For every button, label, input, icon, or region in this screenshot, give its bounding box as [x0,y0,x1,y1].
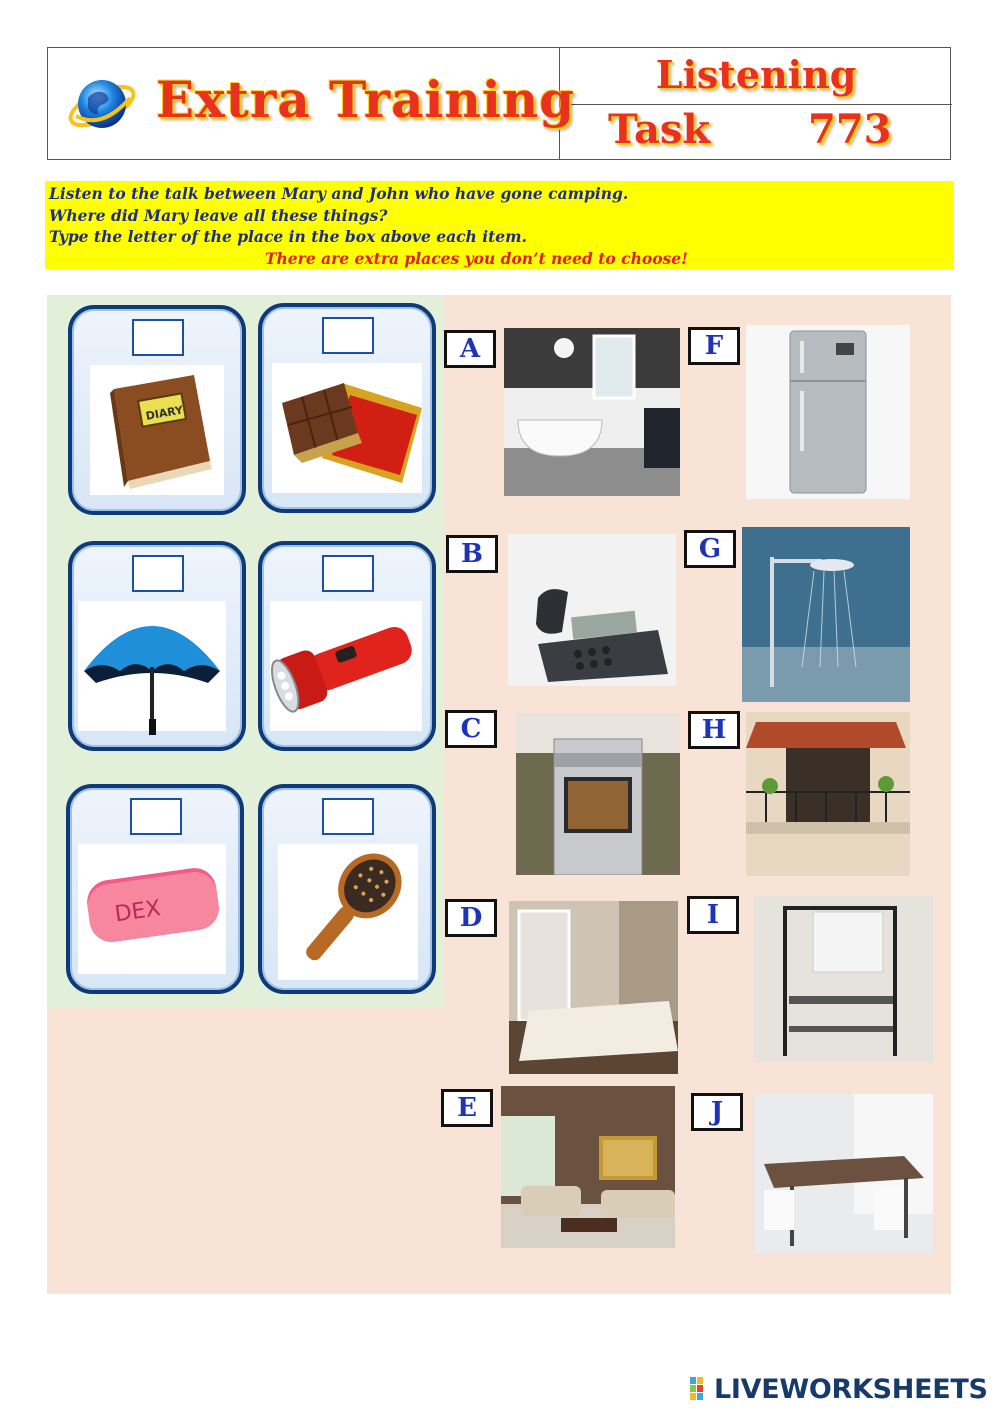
diary-label: DIARY [144,403,185,423]
letter-label-g: G [684,530,736,568]
instruction-note: There are extra places you don’t need to choose! [265,248,688,268]
letter-label-j: J [691,1093,743,1131]
item-card-umbrella [68,541,246,751]
answer-box[interactable] [132,555,184,592]
umbrella-icon [78,601,226,731]
letter-label-a: A [444,330,496,368]
brand-title: Extra Training [156,70,576,129]
instruction-line: Listen to the talk between Mary and John who have gone camping. [49,184,629,203]
balcony-photo [746,712,910,876]
item-card-hairbrush [258,784,436,994]
letter-label-f: F [688,327,740,365]
letter-label-d: D [445,899,497,937]
cooker-photo [516,713,680,875]
item-card-diary [68,305,246,515]
letter-label-b: B [446,535,498,573]
letter-label-h: H [688,711,740,749]
liveworksheets-brand: LIVEWORKSHEETS [714,1373,988,1405]
item-card-chocolate [258,303,436,513]
section-title: Listening [655,52,857,97]
clothes-rack-photo [753,896,933,1062]
flashlight-icon [270,601,422,731]
item-card-flashlight [258,541,436,751]
letter-label-c: C [445,710,497,748]
item-card-soap [66,784,244,994]
shower-photo [742,527,910,702]
soap-icon [78,844,226,974]
header-divider [559,104,952,105]
hairbrush-icon [278,844,418,980]
answer-box[interactable] [322,317,374,354]
bathroom-photo [504,328,680,496]
liveworksheets-footer [690,1373,988,1405]
worksheet-header [47,47,951,160]
dining-table-photo [754,1094,933,1253]
soap-label: DEX [113,896,163,928]
letter-label-i: I [687,896,739,934]
diary-icon [90,365,224,495]
answer-box[interactable] [322,798,374,835]
task-label: Task [608,106,711,153]
answer-box[interactable] [322,555,374,592]
answer-box[interactable] [132,319,184,356]
instructions-box [45,181,954,269]
chocolate-icon [272,363,422,493]
bedroom-photo [509,901,678,1074]
instruction-line: Where did Mary leave all these things? [49,205,388,225]
telephone-photo [508,534,676,686]
answer-box[interactable] [130,798,182,835]
instruction-line: Type the letter of the place in the box above each item. [49,227,527,246]
fridge-photo [746,325,910,499]
liveworksheets-logo-icon [690,1377,712,1401]
task-number: 773 [808,106,892,153]
living-room-photo [501,1086,675,1248]
globe-logo-icon [66,68,138,140]
letter-label-e: E [441,1089,493,1127]
